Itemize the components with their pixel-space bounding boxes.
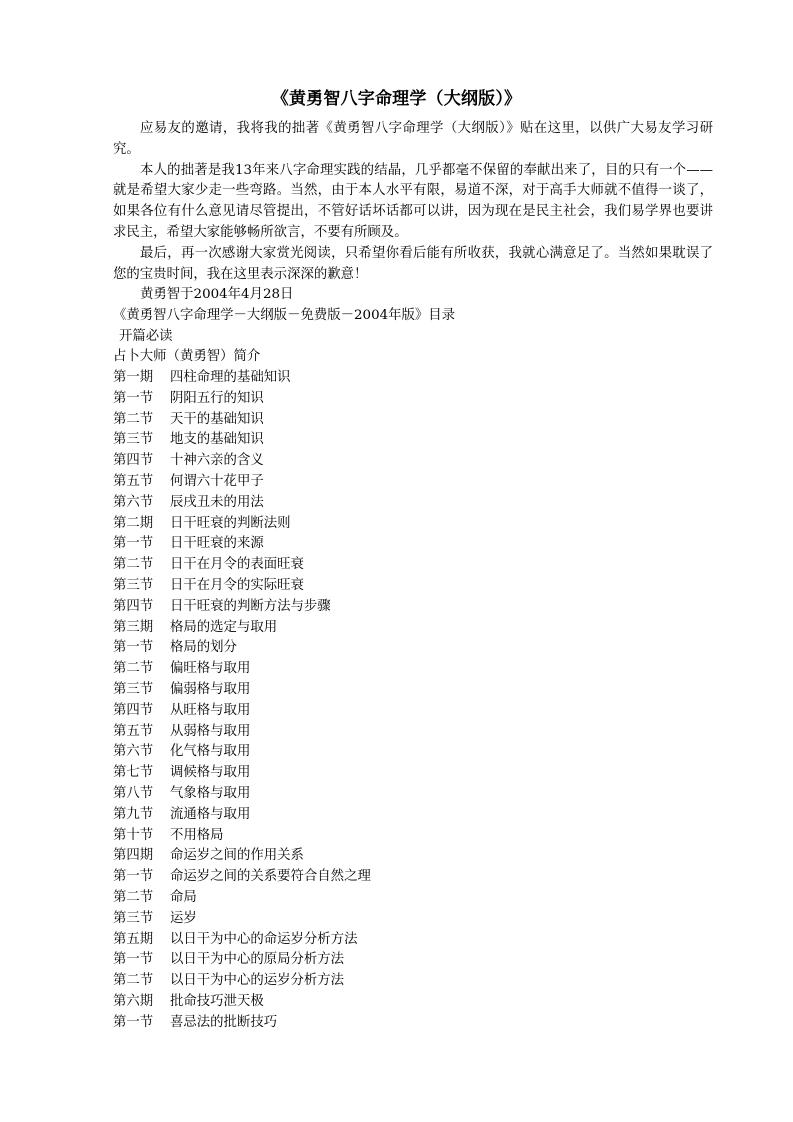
toc-entry-label: 第三期 xyxy=(113,619,154,635)
table-of-contents xyxy=(113,368,371,1034)
toc-entry-title: 命局 xyxy=(170,889,197,905)
signature: 黄勇智于2004年4月28日 xyxy=(140,287,294,302)
toc-entry-label: 第一节 xyxy=(113,536,154,552)
toc-entry-title: 运岁 xyxy=(170,910,197,926)
toc-entry xyxy=(113,742,371,763)
toc-entry-label: 第八节 xyxy=(113,785,154,801)
toc-entry-label: 第二节 xyxy=(113,661,154,677)
toc-entry xyxy=(113,597,371,618)
toc-entry-title: 流通格与取用 xyxy=(170,806,251,822)
toc-entry-label: 第六期 xyxy=(113,993,154,1009)
toc-entry xyxy=(113,888,371,909)
intro-paragraph: 本人的拙著是我13年来八字命理实践的结晶，几乎都毫不保留的奉献出来了，目的只有一个——就是希望大家少走一些弯路。当然，由于本人水平有限，易道不深，对于高手大师就不值得一谈了，如果各位有什么意见请尽管提出，不管好话坏话都可以讲，因为现在是民主社会，我们易学界也要讲求民主，希望大家能够畅所欲言，不要有所顾及。 xyxy=(113,162,713,240)
toc-entry-title: 以日干为中心的命运岁分析方法 xyxy=(170,931,358,947)
toc-entry-title: 调候格与取用 xyxy=(170,765,251,781)
toc-entry xyxy=(113,493,371,514)
toc-entry-label: 第五节 xyxy=(113,723,154,739)
toc-entry xyxy=(113,618,371,639)
toc-entry xyxy=(113,368,371,389)
toc-entry-title: 辰戌丑未的用法 xyxy=(170,494,264,510)
toc-entry-title: 从旺格与取用 xyxy=(170,702,251,718)
toc-entry xyxy=(113,930,371,951)
toc-entry-label: 第三节 xyxy=(113,577,154,593)
toc-entry-title: 以日干为中心的运岁分析方法 xyxy=(170,973,345,989)
toc-entry-title: 气象格与取用 xyxy=(170,785,251,801)
toc-entry-label: 第十节 xyxy=(113,827,154,843)
toc-entry-label: 第六节 xyxy=(113,744,154,760)
author-profile: 占卜大师（黄勇智）简介 xyxy=(113,349,261,365)
toc-entry-label: 第二节 xyxy=(113,973,154,989)
toc-entry xyxy=(113,472,371,493)
toc-entry-title: 从弱格与取用 xyxy=(170,723,251,739)
toc-entry-title: 日干旺衰的判断方法与步骤 xyxy=(170,598,331,614)
toc-entry-title: 何谓六十花甲子 xyxy=(170,473,264,489)
toc-entry-title: 命运岁之间的关系要符合自然之理 xyxy=(170,869,371,885)
toc-entry-label: 第六节 xyxy=(113,494,154,510)
toc-entry xyxy=(113,784,371,805)
toc-entry xyxy=(113,555,371,576)
opening-note: 开篇必读 xyxy=(119,328,173,344)
toc-entry-title: 天干的基础知识 xyxy=(170,411,264,427)
toc-entry-label: 第三节 xyxy=(113,681,154,697)
toc-entry xyxy=(113,451,371,472)
toc-entry-title: 日干在月令的实际旺衰 xyxy=(170,577,304,593)
toc-entry-title: 四柱命理的基础知识 xyxy=(170,370,291,385)
toc-entry-label: 第二节 xyxy=(113,889,154,905)
toc-entry-title: 地支的基础知识 xyxy=(170,432,264,448)
toc-entry xyxy=(113,826,371,847)
toc-entry-title: 批命技巧泄天极 xyxy=(170,993,264,1009)
document-title: 《黄勇智八字命理学（大纲版）》 xyxy=(271,89,522,109)
toc-entry-label: 第一节 xyxy=(113,390,154,406)
toc-entry-title: 不用格局 xyxy=(170,827,224,843)
toc-entry-label: 第四节 xyxy=(113,598,154,614)
toc-entry xyxy=(113,410,371,431)
toc-entry-label: 第三节 xyxy=(113,910,154,926)
toc-entry xyxy=(113,909,371,930)
toc-entry xyxy=(113,950,371,971)
toc-entry xyxy=(113,992,371,1013)
toc-entry xyxy=(113,701,371,722)
intro-paragraph: 应易友的邀请，我将我的拙著《黄勇智八字命理学（大纲版）》贴在这里，以供广大易友学习研究。 xyxy=(113,121,713,157)
toc-entry xyxy=(113,430,371,451)
toc-entry-title: 日干旺衰的来源 xyxy=(170,536,264,552)
toc-entry-label: 第一节 xyxy=(113,1014,154,1030)
toc-entry-label: 第九节 xyxy=(113,806,154,822)
toc-entry-label: 第七节 xyxy=(113,765,154,781)
intro-section xyxy=(113,119,713,285)
toc-entry-title: 格局的划分 xyxy=(170,640,237,656)
toc-entry-label: 第三节 xyxy=(113,432,154,448)
toc-entry xyxy=(113,576,371,597)
toc-entry-title: 偏弱格与取用 xyxy=(170,681,251,697)
toc-entry xyxy=(113,1013,371,1034)
toc-entry-label: 第一节 xyxy=(113,869,154,885)
meta-section xyxy=(113,285,713,368)
toc-entry-title: 格局的选定与取用 xyxy=(170,619,278,635)
toc-entry-label: 第四节 xyxy=(113,453,154,469)
toc-entry-title: 十神六亲的含义 xyxy=(170,453,264,469)
toc-entry-label: 第五期 xyxy=(113,931,154,947)
toc-entry xyxy=(113,971,371,992)
toc-entry xyxy=(113,763,371,784)
toc-entry-label: 第二期 xyxy=(113,515,154,531)
toc-entry-title: 日干旺衰的判断法则 xyxy=(170,515,291,531)
toc-entry-label: 第四期 xyxy=(113,848,154,864)
toc-entry xyxy=(113,638,371,659)
toc-entry-title: 命运岁之间的作用关系 xyxy=(170,848,304,864)
toc-entry xyxy=(113,680,371,701)
toc-entry-label: 第一节 xyxy=(113,952,154,968)
toc-entry-label: 第二节 xyxy=(113,557,154,573)
toc-entry-title: 化气格与取用 xyxy=(170,744,251,760)
toc-entry xyxy=(113,867,371,888)
toc-entry xyxy=(113,846,371,867)
toc-entry-label: 第一期 xyxy=(113,370,154,385)
toc-entry xyxy=(113,389,371,410)
toc-entry-title: 日干在月令的表面旺衰 xyxy=(170,557,304,573)
toc-entry xyxy=(113,805,371,826)
toc-entry xyxy=(113,659,371,680)
toc-entry-title: 阴阳五行的知识 xyxy=(170,390,264,406)
toc-entry-label: 第五节 xyxy=(113,473,154,489)
toc-entry-label: 第一节 xyxy=(113,640,154,656)
toc-entry-label: 第二节 xyxy=(113,411,154,427)
toc-entry xyxy=(113,514,371,535)
toc-entry-label: 第四节 xyxy=(113,702,154,718)
toc-heading: 《黄勇智八字命理学－大纲版－免费版－2004年版》目录 xyxy=(113,307,456,323)
toc-entry xyxy=(113,722,371,743)
toc-entry xyxy=(113,534,371,555)
intro-paragraph: 最后，再一次感谢大家赏光阅读，只希望你看后能有所收获，我就心满意足了。当然如果耽误了您的宝贵时间，我在这里表示深深的歉意！ xyxy=(113,245,713,282)
toc-entry-title: 喜忌法的批断技巧 xyxy=(170,1014,278,1030)
toc-entry-title: 偏旺格与取用 xyxy=(170,661,251,677)
toc-entry-title: 以日干为中心的原局分析方法 xyxy=(170,952,345,968)
